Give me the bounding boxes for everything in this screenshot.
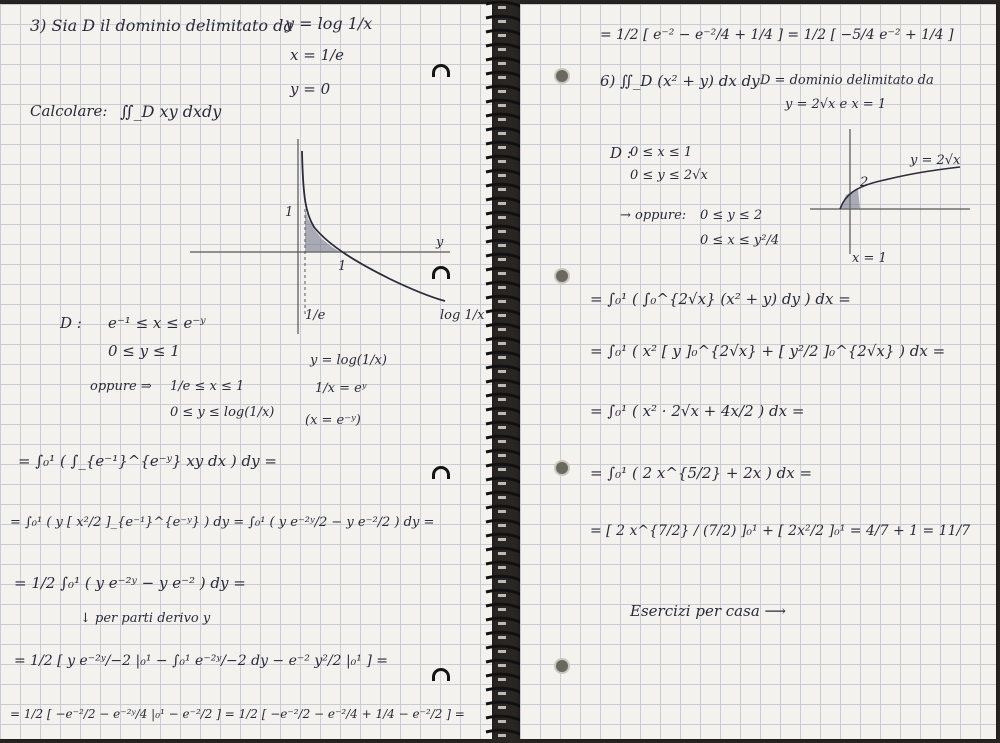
alt-row-2: 0 ≤ x ≤ y²/4	[700, 233, 780, 248]
graph-line-label: x = 1	[852, 251, 887, 266]
top-result: = 1/2 [ e⁻² − e⁻²/4 + 1/4 ] = 1/2 [ −5/4 e⁻² + 1/4 ]	[600, 27, 954, 43]
binding-hook	[432, 64, 450, 77]
binder-hole	[554, 460, 570, 476]
binder-hole	[554, 268, 570, 284]
right-notebook-page	[520, 4, 996, 739]
left-step-5: = 1/2 [ −e⁻²/2 − e⁻²ʸ/4 |₀¹ − e⁻²/2 ] = 1/2 [ −e⁻²/2 − e⁻²/4 + 1/4 − e⁻²/2 ] =	[10, 707, 465, 721]
spiral-binding	[484, 0, 524, 743]
domain-row-2: 0 ≤ y ≤ 1	[108, 342, 180, 360]
homework-note: Esercizi per casa ⟶	[630, 602, 787, 620]
line-x-equation: x = 1/e	[290, 46, 345, 64]
domain-label: D :	[60, 314, 82, 332]
side-note-1: y = log(1/x)	[310, 353, 387, 368]
left-step-4: = 1/2 [ y e⁻²ʸ/−2 |₀¹ − ∫₀¹ e⁻²ʸ/−2 dy − e⁻² y²/2 |₀¹ ] =	[14, 653, 388, 669]
domain-row-2: 0 ≤ y ≤ 2√x	[630, 168, 708, 183]
left-step-3-note: ↓ per parti derivo y	[80, 611, 211, 626]
domain-graph	[810, 129, 980, 259]
graph-tick-2: 2	[860, 175, 869, 190]
domain-text-2: y = 2√x e x = 1	[785, 97, 887, 112]
binding-hook	[432, 266, 450, 279]
domain-row-1: 0 ≤ x ≤ 1	[630, 145, 693, 160]
graph-curve-label: log 1/x	[440, 308, 485, 323]
side-note-2: 1/x = eʸ	[315, 381, 367, 396]
right-step-4: = ∫₀¹ ( 2 x^{5/2} + 2x ) dx =	[590, 464, 813, 482]
calculate-label: Calcolare:	[30, 102, 108, 120]
graph-axis-label: y	[436, 235, 444, 250]
left-step-3: = 1/2 ∫₀¹ ( y e⁻²ʸ − y e⁻² ) dy =	[14, 574, 246, 592]
oppure-label: oppure ⇒	[90, 379, 152, 394]
alt-row-1: 0 ≤ y ≤ 2	[700, 208, 763, 223]
right-step-5: = [ 2 x^{7/2} / (7/2) ]₀¹ + [ 2x²/2 ]₀¹ = 4/7 + 1 = 11/7	[590, 523, 971, 539]
binding-hook	[432, 668, 450, 681]
double-integral: ∬_D xy dxdy	[120, 102, 222, 121]
graph-tick-1y: 1	[285, 205, 294, 220]
left-step-2: = ∫₀¹ ( y [ x²/2 ]_{e⁻¹}^{e⁻ʸ} ) dy = ∫₀¹ ( y e⁻²ʸ/2 − y e⁻²/2 ) dy =	[10, 515, 435, 530]
graph-curve-label: y = 2√x	[910, 153, 961, 168]
side-note-3: (x = e⁻ʸ)	[305, 413, 361, 428]
graph-tick-inv-e: 1/e	[305, 308, 326, 323]
domain-label: D :	[610, 144, 632, 162]
right-step-3: = ∫₀¹ ( x² · 2√x + 4x/2 ) dx =	[590, 402, 805, 420]
left-notebook-page	[0, 4, 492, 739]
right-step-1: = ∫₀¹ ( ∫₀^{2√x} (x² + y) dy ) dx =	[590, 290, 851, 308]
curve-equation: y = log 1/x	[285, 14, 373, 33]
binding-hook	[432, 466, 450, 479]
domain-row-1: e⁻¹ ≤ x ≤ e⁻ʸ	[108, 314, 206, 332]
binder-hole	[554, 68, 570, 84]
graph-tick-1x: 1	[338, 259, 347, 274]
left-step-1: = ∫₀¹ ( ∫_{e⁻¹}^{e⁻ʸ} xy dx ) dy =	[18, 452, 277, 470]
exercise-3-title: 3) Sia D il dominio delimitato da	[30, 16, 293, 35]
binder-hole	[554, 658, 570, 674]
oppure-label: → oppure:	[620, 208, 687, 223]
right-step-2: = ∫₀¹ ( x² [ y ]₀^{2√x} + [ y²/2 ]₀^{2√x} ) dx =	[590, 342, 946, 360]
alt-row-1: 1/e ≤ x ≤ 1	[170, 379, 245, 394]
exercise-6-title: 6) ∬_D (x² + y) dx dy	[600, 72, 760, 90]
domain-text-1: D = dominio delimitato da	[760, 73, 934, 88]
line-y-equation: y = 0	[290, 80, 331, 98]
alt-row-2: 0 ≤ y ≤ log(1/x)	[170, 405, 275, 420]
